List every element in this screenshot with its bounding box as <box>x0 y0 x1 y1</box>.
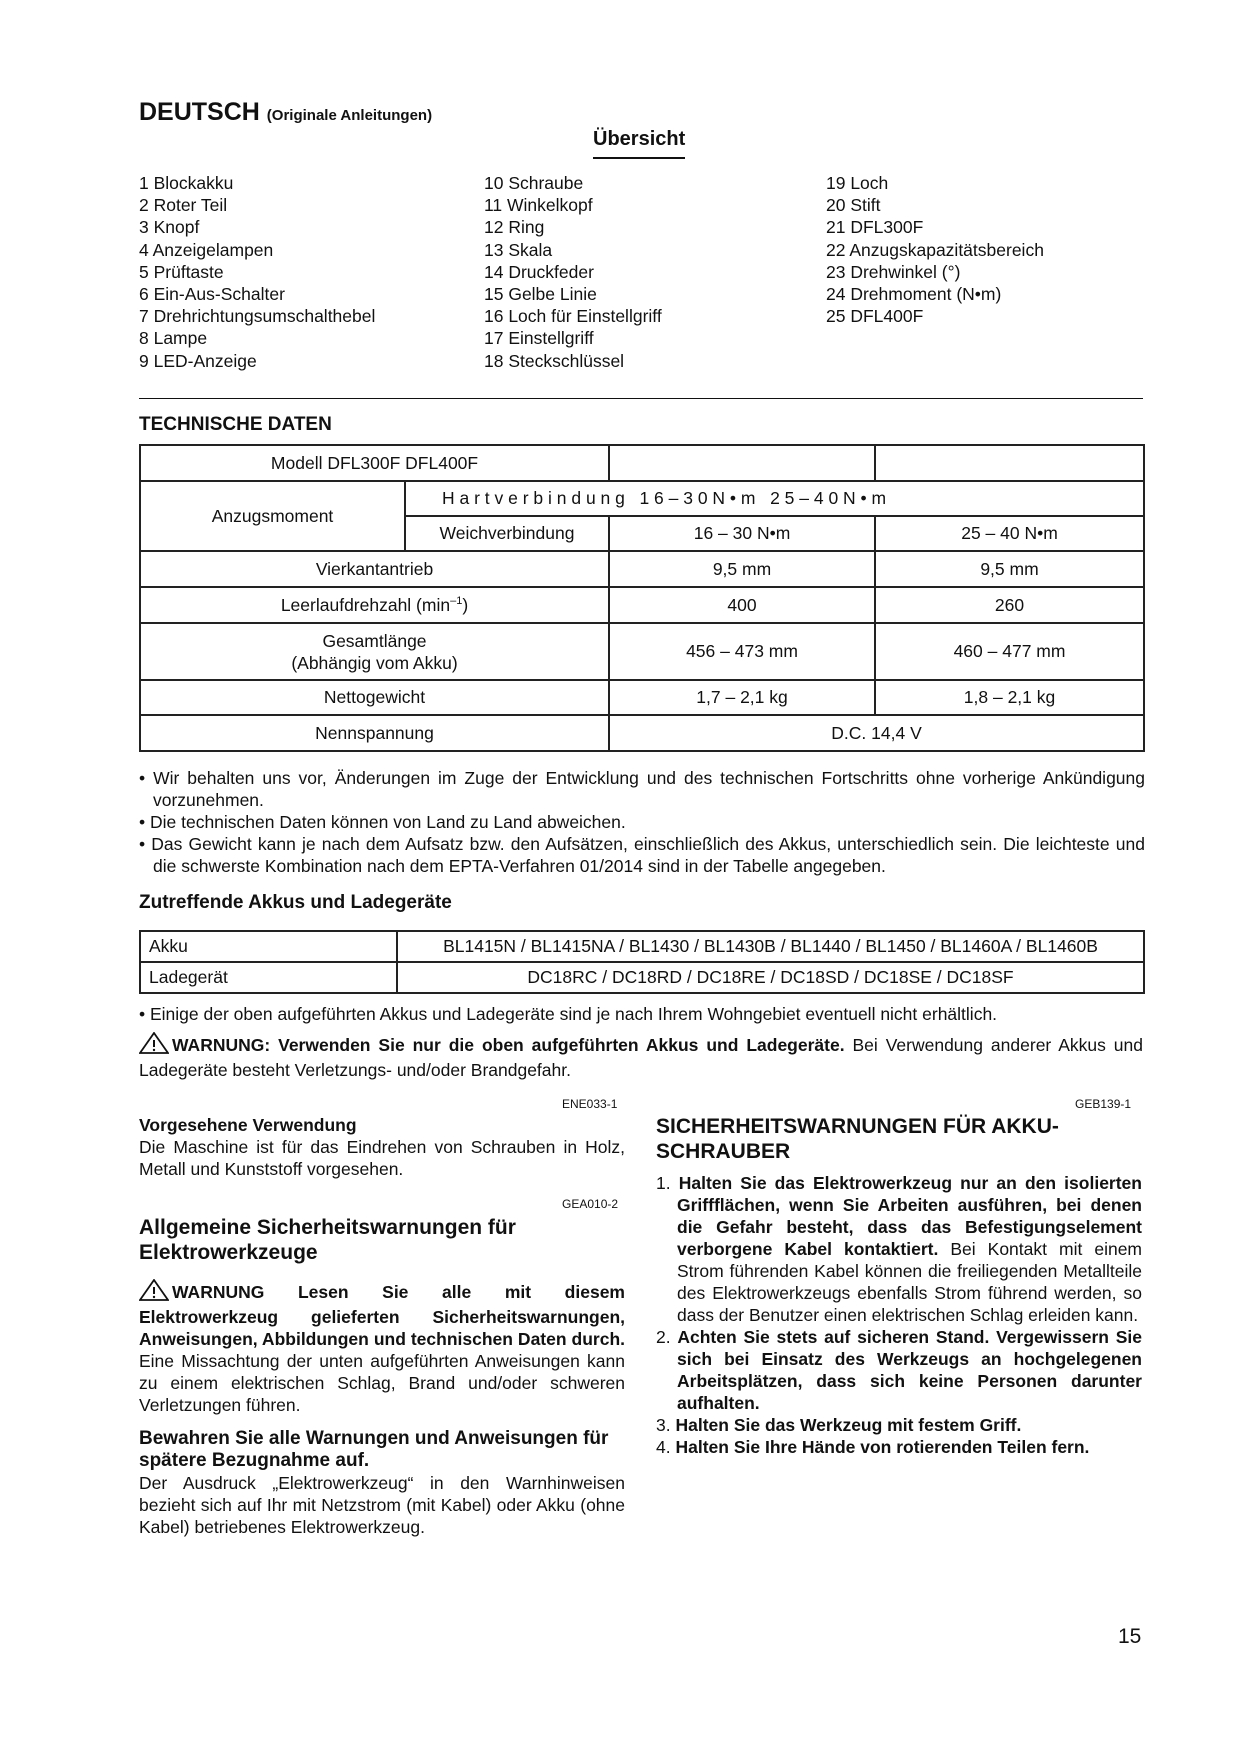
table-row <box>140 962 1144 993</box>
list-item <box>656 1436 1142 1458</box>
table-row <box>140 680 1144 715</box>
general-safety-title: Allgemeine Sicherheitswarnungen für Elektrowerkzeuge <box>139 1216 516 1264</box>
intended-use-title: Vorgesehene Verwendung <box>139 1115 357 1135</box>
list-item <box>656 1172 1142 1326</box>
part-item: 16 Loch für Einstellgriff <box>484 306 662 327</box>
table-cell-empty <box>875 445 1144 481</box>
availability-note: • Einige der oben aufgeführten Akkus und Ladegeräte sind je nach Ihrem Wohngebiet eventuell nicht erhältlich. <box>139 1004 998 1024</box>
part-item: 13 Skala <box>484 239 553 260</box>
page-number: 15 <box>1118 1625 1142 1648</box>
part-item: 14 Druckfeder <box>484 261 594 282</box>
parts-list-col2 <box>484 172 662 372</box>
part-item: 21 DFL300F <box>826 217 924 238</box>
list-item-bold: Achten Sie stets auf sicheren Stand. Vergewissern Sie sich bei Einsatz des Werkzeugs an hochgelegenen Arbeitsplätzen, dass sich keine Personen darunter aufhalten. <box>677 1327 1142 1413</box>
table-cell: 1,8 – 2,1 kg <box>875 680 1144 715</box>
language-title: DEUTSCH <box>139 98 260 126</box>
table-row <box>140 551 1144 587</box>
part-item: 4 Anzeigelampen <box>139 239 274 260</box>
table-cell: DC18RC / DC18RD / DC18RE / DC18SD / DC18SE / DC18SF <box>397 962 1144 993</box>
safety-warning-list <box>656 1172 1142 1458</box>
part-item: 22 Anzugskapazitätsbereich <box>826 239 1044 260</box>
list-number: 1. <box>656 1173 671 1193</box>
tech-data-title: TECHNISCHE DATEN <box>139 414 332 435</box>
language-subtitle: (Originale Anleitungen) <box>266 107 433 124</box>
leerlauf-close: ) <box>462 594 469 615</box>
vierkant-label: Vierkantantrieb <box>140 551 609 587</box>
table-cell: 400 <box>609 587 875 623</box>
part-item: 5 Prüftaste <box>139 261 224 282</box>
nenn-label: Nennspannung <box>140 715 609 751</box>
intended-use-section <box>139 1114 625 1180</box>
accessory-warning <box>139 1032 1143 1081</box>
list-item-bold: Halten Sie das Elektrowerkzeug nur an den isolierten Griffflächen, wenn Sie Arbeiten ausführen, bei denen die Gefahr besteht, dass das Befestigungselement verborgene Kabel kontaktiert. <box>677 1173 1142 1259</box>
general-safety-rest: Eine Missachtung der unten aufgeführten Anweisungen kann zu einem elektrischen Schlag, Brand und/oder schweren Verletzungen führen. <box>139 1351 625 1415</box>
model-cell: Modell DFL300F DFL400F <box>140 445 609 481</box>
table-cell: 456 – 473 mm <box>609 623 875 680</box>
part-item: 1 Blockakku <box>139 173 234 193</box>
note-item: • Das Gewicht kann je nach dem Aufsatz bzw. den Aufsätzen, einschließlich des Akkus, unterschiedlich sein. Die leichteste und die schwerste Kombination nach dem EPTA-Verfahren 01/2014 sind in der Tabelle angegeben. <box>139 834 1145 876</box>
gesamt-label <box>140 623 609 680</box>
part-item: 24 Drehmoment (N•m) <box>826 284 1002 305</box>
section-divider <box>139 398 1143 399</box>
spec-notes <box>139 767 1145 877</box>
parts-list-col3 <box>826 172 1044 327</box>
gesamt-label-2: (Abhängig vom Akku) <box>291 652 458 673</box>
part-item: 19 Loch <box>826 173 889 193</box>
part-item: 3 Knopf <box>139 217 200 238</box>
page-heading <box>139 98 432 127</box>
part-item: 12 Ring <box>484 217 545 238</box>
list-item <box>656 1326 1142 1414</box>
table-cell: 16 – 30 N•m <box>609 516 875 551</box>
part-item: 17 Einstellgriff <box>484 328 594 349</box>
part-item: 23 Drehwinkel (°) <box>826 261 961 282</box>
accessories-table <box>139 930 1145 994</box>
table-cell: D.C. 14,4 V <box>609 715 1144 751</box>
table-row <box>140 481 1144 516</box>
accessories-title: Zutreffende Akkus und Ladegeräte <box>139 892 452 913</box>
table-cell: Akku <box>140 931 397 962</box>
table-row <box>140 445 1144 481</box>
warning-text: Bei Verwendung anderer Akkus und Ladegeräte besteht Verletzungs- und/oder Brandgefahr. <box>139 1035 1143 1080</box>
part-item: 6 Ein-Aus-Schalter <box>139 284 285 305</box>
part-item: 9 LED-Anzeige <box>139 350 257 371</box>
part-item: 15 Gelbe Linie <box>484 284 597 305</box>
list-number: 3. <box>656 1415 671 1435</box>
part-item: 25 DFL400F <box>826 306 924 327</box>
list-item-bold: Halten Sie Ihre Hände von rotierenden Teilen fern. <box>675 1437 1090 1457</box>
parts-list-col1 <box>139 172 375 372</box>
note-item: • Wir behalten uns vor, Änderungen im Zuge der Entwicklung und des technischen Fortschritts ohne vorherige Ankündigung vorzunehmen. <box>139 768 1145 810</box>
screwdriver-safety-section <box>656 1114 1142 1458</box>
doc-code: ENE033-1 <box>562 1097 618 1111</box>
part-item: 8 Lampe <box>139 328 208 349</box>
table-cell: Ladegerät <box>140 962 397 993</box>
leerlauf-sup: –1 <box>450 594 463 607</box>
table-row <box>140 931 1144 962</box>
note-item: • Die technischen Daten können von Land zu Land abweichen. <box>139 812 626 832</box>
table-cell: 25 – 40 N•m <box>875 516 1144 551</box>
list-item-bold: Halten Sie das Werkzeug mit festem Griff. <box>675 1415 1022 1435</box>
part-item: 18 Steckschlüssel <box>484 350 625 371</box>
keep-instructions-text: Der Ausdruck „Elektrowerkzeug“ in den Warnhinweisen bezieht sich auf Ihr mit Netzstrom (mit Kabel) oder Akku (ohne Kabel) betriebenes Elektrowerkzeug. <box>139 1473 625 1537</box>
gesamt-label-1: Gesamtlänge <box>322 630 427 651</box>
table-cell: 9,5 mm <box>609 551 875 587</box>
weichverbindung-label: Weichverbindung <box>405 516 609 551</box>
general-safety-section <box>139 1215 625 1538</box>
anzugsmoment-label: Anzugsmoment <box>140 481 405 551</box>
screwdriver-safety-title: SICHERHEITSWARNUNGEN FÜR AKKU-SCHRAUBER <box>656 1115 1059 1163</box>
table-row <box>140 587 1144 623</box>
general-safety-bold: WARNUNG Lesen Sie alle mit diesem Elektrowerkzeug gelieferten Sicherheitswarnungen, Anweisungen, Abbildungen und technischen Daten durch. <box>139 1282 625 1349</box>
general-safety-text <box>139 1279 625 1416</box>
part-item: 20 Stift <box>826 195 881 216</box>
keep-instructions-title: Bewahren Sie alle Warnungen und Anweisungen für spätere Bezugnahme auf. <box>139 1428 609 1471</box>
warning-bold: WARNUNG: Verwenden Sie nur die oben aufgeführten Akkus und Ladegeräte. <box>172 1035 845 1055</box>
doc-code: GEB139-1 <box>1075 1097 1132 1111</box>
list-item-text: Bei Kontakt mit einem Strom führenden Kabel können die freiliegenden Metallteile des Elektrowerkzeugs ebenfalls Strom führend werden, so dass der Benutzer einen elektrischen Schlag erleiden kann. <box>677 1239 1142 1325</box>
table-cell: 9,5 mm <box>875 551 1144 587</box>
list-number: 4. <box>656 1437 671 1457</box>
netto-label: Nettogewicht <box>140 680 609 715</box>
part-item: 11 Winkelkopf <box>484 195 593 216</box>
tech-data-table <box>139 444 1145 752</box>
table-row <box>140 623 1144 680</box>
hartverbindung-row: H a r t v e r b i n d u n g 1 6 – 3 0 N • m 2 5 – 4 0 N • m <box>405 481 1144 516</box>
warning-triangle-icon <box>139 1032 169 1059</box>
warning-triangle-icon <box>139 1279 169 1306</box>
table-cell: 1,7 – 2,1 kg <box>609 680 875 715</box>
leerlauf-text: Leerlaufdrehzahl (min <box>280 594 451 615</box>
table-row <box>140 715 1144 751</box>
doc-code: GEA010-2 <box>562 1197 619 1211</box>
part-item: 10 Schraube <box>484 173 584 193</box>
part-item: 2 Roter Teil <box>139 195 228 216</box>
table-cell: BL1415N / BL1415NA / BL1430 / BL1430B / BL1440 / BL1450 / BL1460A / BL1460B <box>397 931 1144 962</box>
table-cell-empty <box>609 445 875 481</box>
part-item: 7 Drehrichtungsumschalthebel <box>139 306 376 327</box>
table-cell: 460 – 477 mm <box>875 623 1144 680</box>
leerlauf-label <box>140 587 609 623</box>
overview-title: Übersicht <box>593 128 685 159</box>
table-cell: 260 <box>875 587 1144 623</box>
intended-use-text: Die Maschine ist für das Eindrehen von Schrauben in Holz, Metall und Kunststoff vorgesehen. <box>139 1137 625 1179</box>
list-number: 2. <box>656 1327 671 1347</box>
list-item <box>656 1414 1142 1436</box>
